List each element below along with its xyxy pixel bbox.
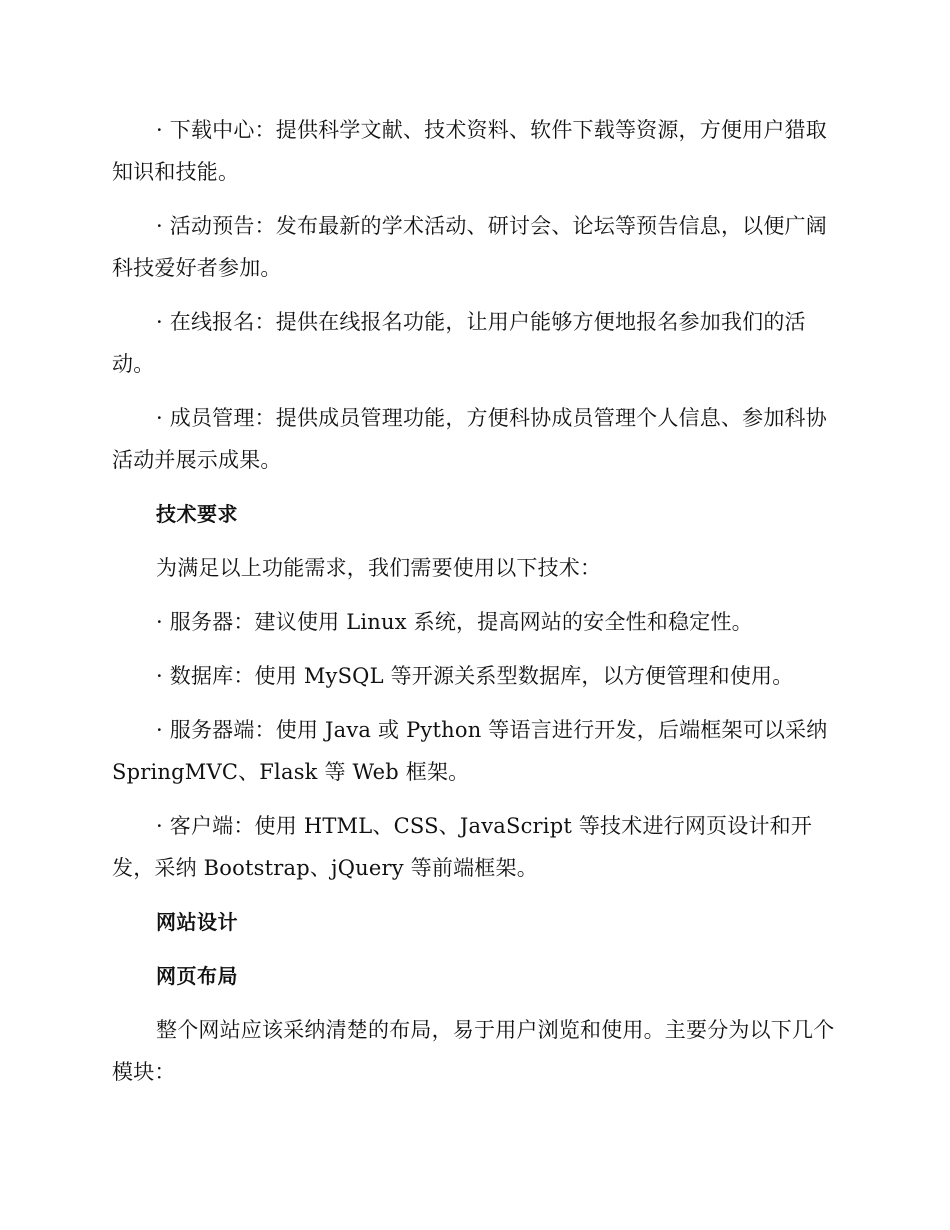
paragraph-layout-intro: 整个网站应该采纳清楚的布局，易于用户浏览和使用。主要分为以下几个模块： — [112, 1018, 835, 1084]
heading-page-layout: 网页布局 — [156, 964, 238, 988]
paragraph-server-side: · 服务器端：使用 Java 或 Python 等语言进行开发，后端框架可以采纳 SpringMVC、Flask 等 Web 框架。 — [112, 718, 828, 784]
paragraph-server: · 服务器：建议使用 Linux 系统，提高网站的安全性和稳定性。 — [156, 610, 753, 634]
paragraph-client-side: · 客户端：使用 HTML、CSS、JavaScript 等技术进行网页设计和开发，采纳 Bootstrap、jQuery 等前端框架。 — [112, 814, 813, 880]
paragraph-download-center: · 下载中心：提供科学文献、技术资料、软件下载等资源，方便用户猎取知识和技能。 — [112, 118, 827, 184]
paragraph-database: · 数据库：使用 MySQL 等开源关系型数据库，以方便管理和使用。 — [156, 664, 794, 688]
paragraph-event-preview: · 活动预告：发布最新的学术活动、研讨会、论坛等预告信息，以便广阔科技爱好者参加。 — [112, 214, 827, 280]
heading-website-design: 网站设计 — [156, 910, 238, 934]
heading-tech-requirements: 技术要求 — [156, 502, 238, 526]
paragraph-tech-intro: 为满足以上功能需求，我们需要使用以下技术： — [156, 556, 602, 580]
paragraph-online-registration: · 在线报名：提供在线报名功能，让用户能够方便地报名参加我们的活动。 — [112, 310, 806, 376]
paragraph-member-management: · 成员管理：提供成员管理功能，方便科协成员管理个人信息、参加科协活动并展示成果。 — [112, 406, 827, 472]
